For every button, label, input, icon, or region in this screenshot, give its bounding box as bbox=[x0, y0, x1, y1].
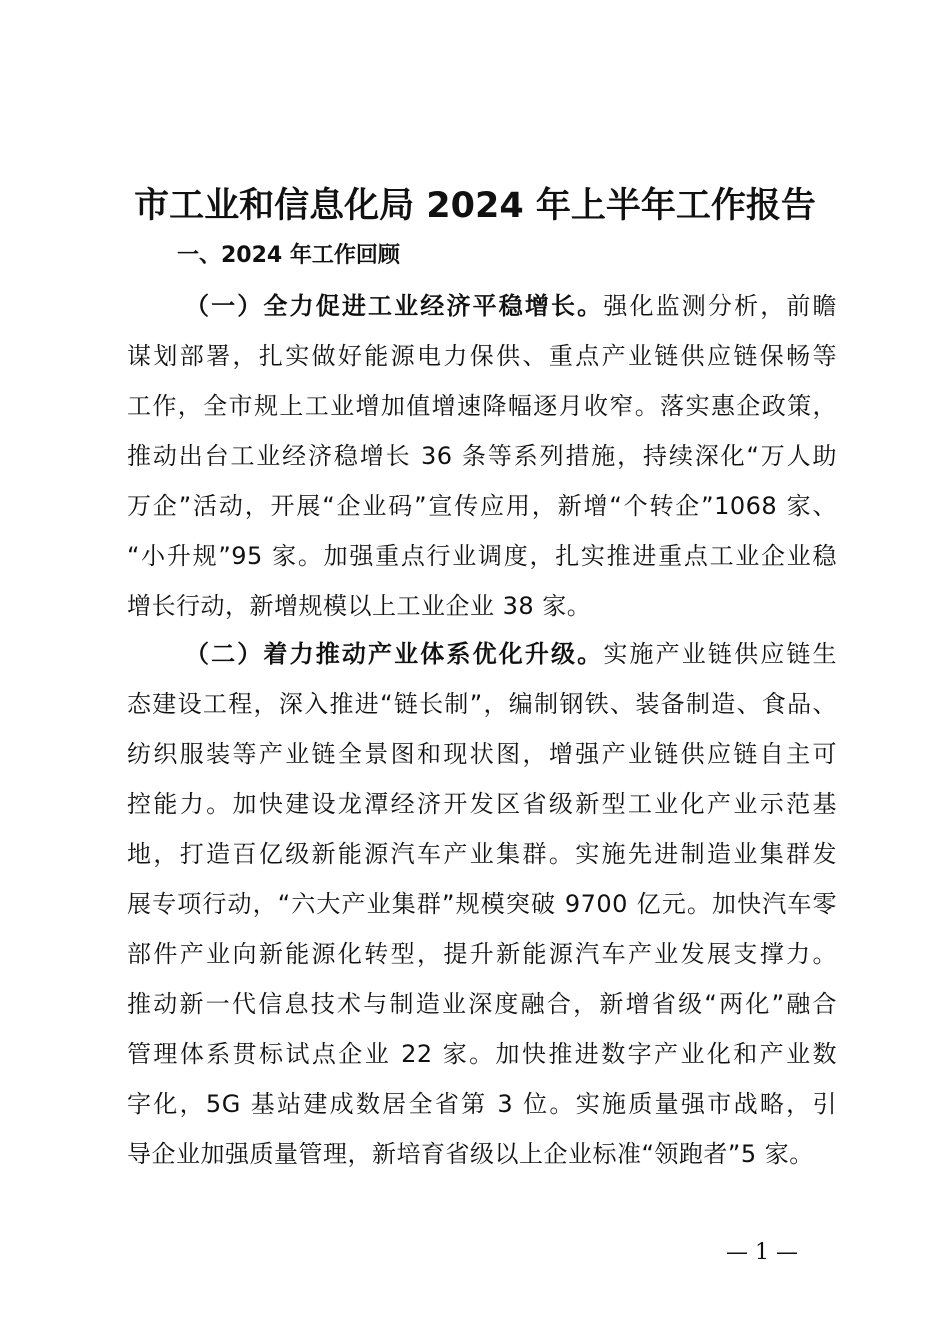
paragraph-line: 态建设工程，深入推进“链长制”，编制钢铁、装备制造、食品、 bbox=[127, 690, 837, 718]
document-title: 市工业和信息化局 2024 年上半年工作报告 bbox=[134, 186, 816, 226]
paragraph-lead: （二）着力推动产业体系优化升级。 bbox=[185, 640, 604, 668]
paragraph-2 bbox=[127, 629, 837, 1179]
paragraph-1 bbox=[127, 281, 837, 631]
paragraph-line: 推动新一代信息技术与制造业深度融合，新增省级“两化”融合 bbox=[127, 990, 837, 1018]
paragraph-text: 实施产业链供应链生 bbox=[603, 640, 838, 668]
paragraph-line: 纺织服装等产业链全景图和现状图，增强产业链供应链自主可 bbox=[127, 740, 837, 768]
paragraph-text: 强化监测分析，前瞻 bbox=[603, 292, 838, 320]
paragraph-line: 工作，全市规上工业增加值增速降幅逐月收窄。落实惠企政策， bbox=[127, 392, 837, 420]
paragraph-line: 控能力。加快建设龙潭经济开发区省级新型工业化产业示范基 bbox=[127, 790, 837, 818]
paragraph-line: 万企”活动，开展“企业码”宣传应用，新增“个转企”1068 家、 bbox=[127, 492, 837, 520]
paragraph-line: 字化，5G 基站建成数居全省第 3 位。实施质量强市战略，引 bbox=[127, 1090, 837, 1118]
paragraph-line: 部件产业向新能源化转型，提升新能源汽车产业发展支撑力。 bbox=[127, 940, 837, 968]
paragraph-line: “小升规”95 家。加强重点行业调度，扎实推进重点工业企业稳 bbox=[127, 542, 837, 570]
paragraph-line bbox=[127, 629, 837, 679]
paragraph-line: 增长行动，新增规模以上工业企业 38 家。 bbox=[127, 592, 592, 620]
paragraph-line: 展专项行动，“六大产业集群”规模突破 9700 亿元。加快汽车零 bbox=[127, 890, 837, 918]
paragraph-line: 推动出台工业经济稳增长 36 条等系列措施，持续深化“万人助 bbox=[127, 442, 837, 470]
section-heading: 一、2024 年工作回顾 bbox=[177, 243, 400, 268]
paragraph-line: 地，打造百亿级新能源汽车产业集群。实施先进制造业集群发 bbox=[127, 840, 837, 868]
paragraph-line: 谋划部署，扎实做好能源电力保供、重点产业链供应链保畅等 bbox=[127, 342, 837, 370]
paragraph-lead: （一）全力促进工业经济平稳增长。 bbox=[185, 292, 604, 320]
paragraph-line bbox=[127, 281, 837, 331]
page-number: — 1 — bbox=[726, 1240, 798, 1265]
paragraph-line: 管理体系贯标试点企业 22 家。加快推进数字产业化和产业数 bbox=[127, 1040, 837, 1068]
paragraph-line: 导企业加强质量管理，新培育省级以上企业标准“领跑者”5 家。 bbox=[127, 1140, 814, 1168]
